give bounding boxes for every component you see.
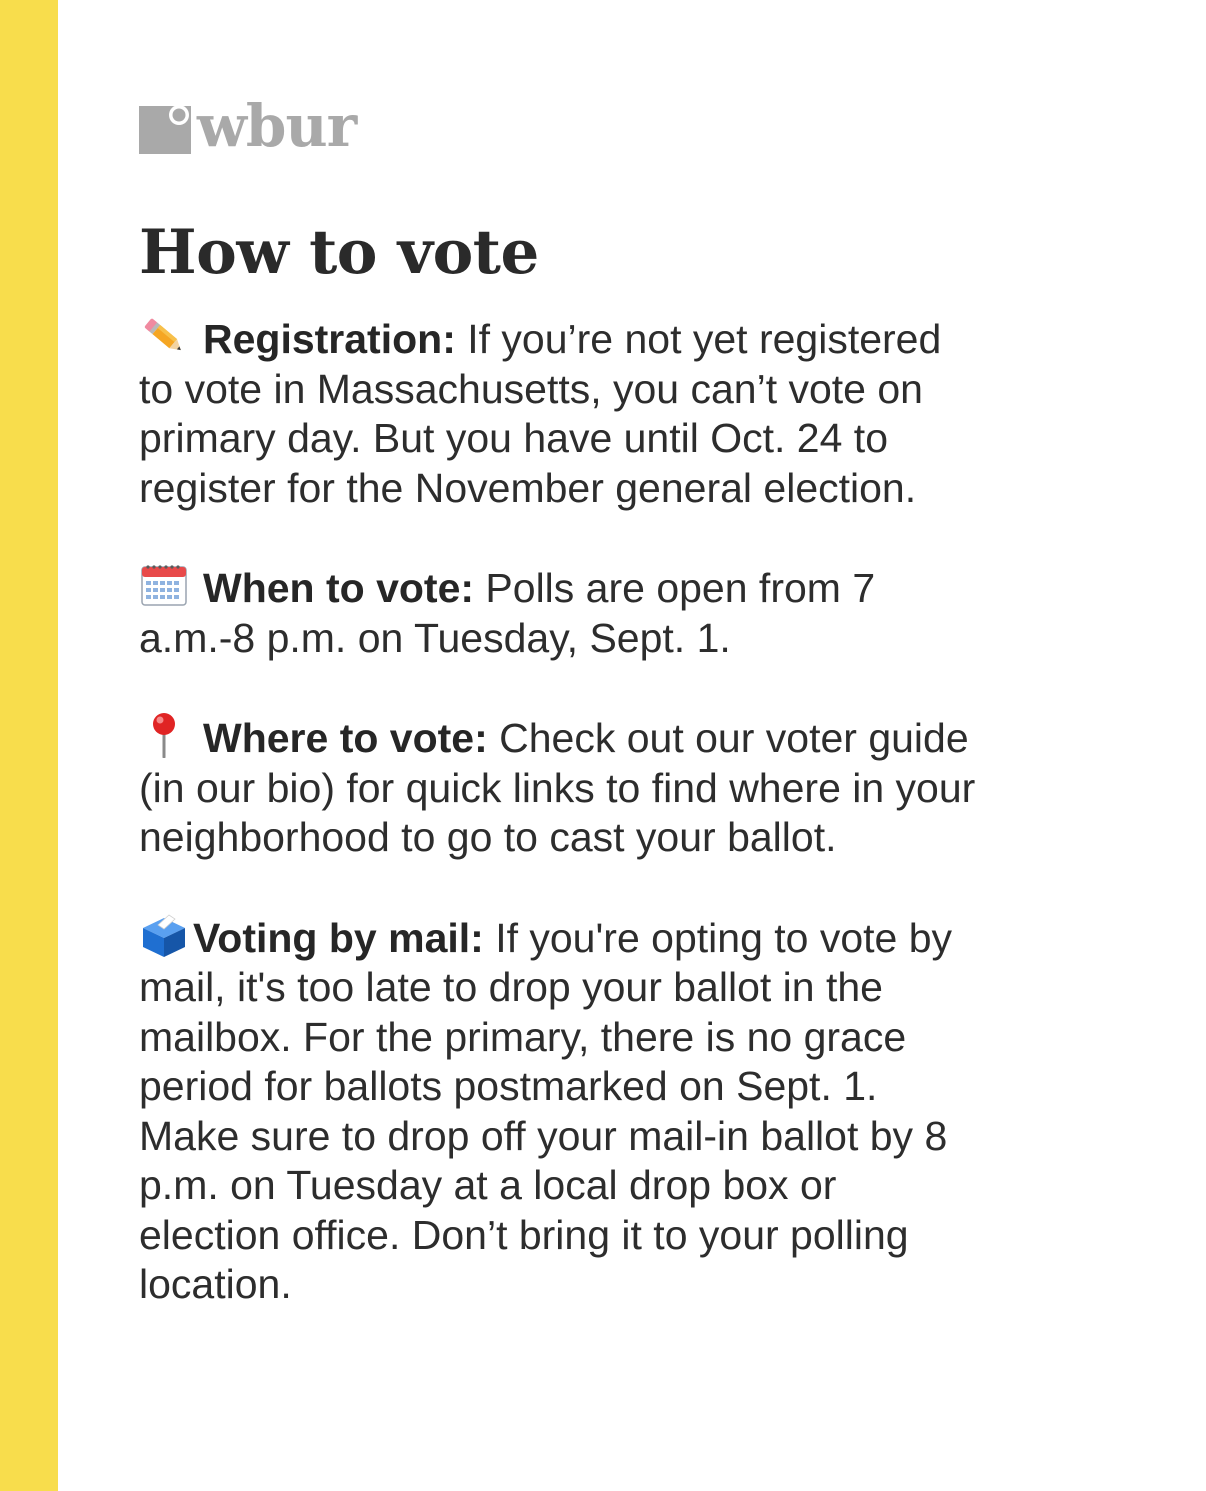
page-title: How to vote [139, 217, 539, 288]
round-pushpin-icon [139, 712, 189, 758]
where-to-vote-text: Check out our voter guide (in our bio) for quick links to find where in your neighborhood to go to cast your ballot. [139, 715, 976, 860]
voting-by-mail-section [139, 912, 979, 1310]
when-to-vote-text: Polls are open from 7 a.m.-8 p.m. on Tuesday, Sept. 1. [139, 565, 876, 661]
voting-by-mail-label: Voting by mail: [193, 914, 484, 961]
registration-label: Registration: [203, 316, 456, 362]
accent-sidebar-stripe [0, 0, 58, 1491]
where-to-vote-section [139, 712, 979, 863]
post-card [139, 92, 979, 1310]
registration-section [139, 313, 979, 513]
logo-wordmark: wbur [197, 92, 357, 160]
where-to-vote-label: Where to vote: [203, 715, 488, 761]
registration-text: If you’re not yet registered to vote in Massachusetts, you can’t vote on primary day. But you have until Oct. 24 to register for the November general election. [139, 316, 942, 511]
wbur-logo-mark-icon [139, 102, 191, 154]
ballot-box-icon [139, 912, 189, 958]
when-to-vote-label: When to vote: [203, 565, 475, 611]
pencil-icon [139, 313, 189, 359]
when-to-vote-section [139, 562, 979, 663]
voting-by-mail-text: If you're opting to vote by mail, it's too late to drop your ballot in the mailbox. For the primary, there is no grace period for ballots postmarked on Sept. 1. Make sure to drop off your mail-in ballot by 8 p.m. on Tuesday at a local drop box or election office. Don’t bring it to your polling location. [139, 914, 953, 1307]
wbur-logo [139, 92, 979, 160]
calendar-icon [139, 562, 189, 608]
